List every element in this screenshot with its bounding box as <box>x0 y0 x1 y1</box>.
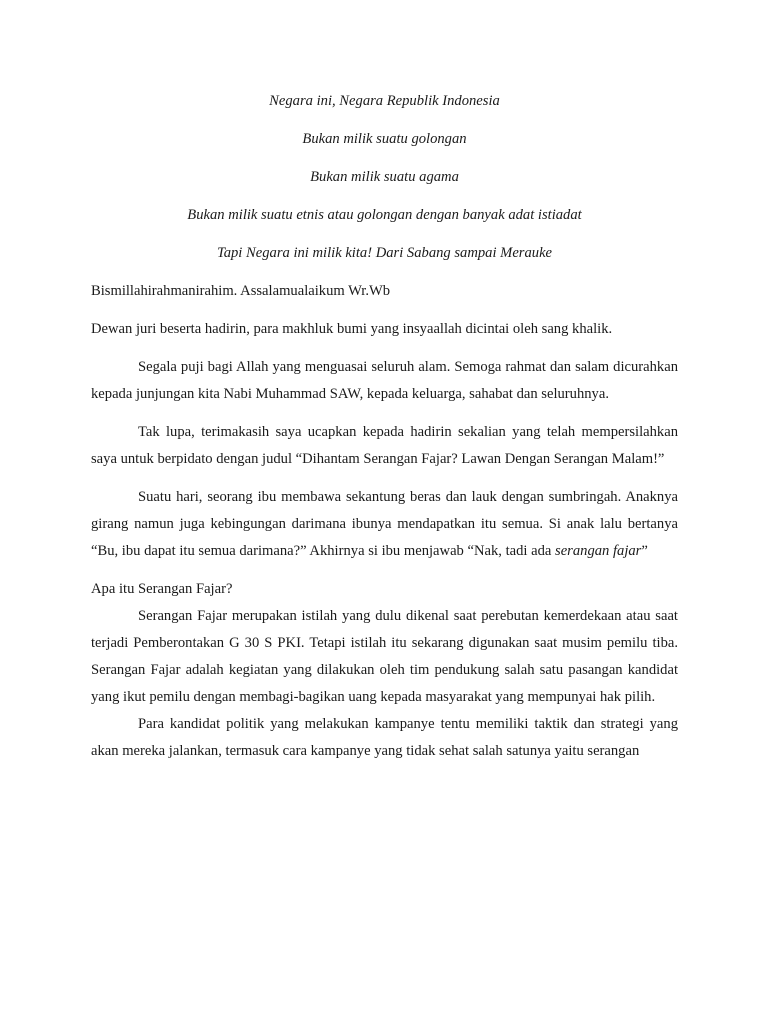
document-page <box>91 88 678 765</box>
poem-line-5: Tapi Negara ini milik kita! Dari Sabang sampai Merauke <box>216 245 553 261</box>
poem-line-2: Bukan milik suatu golongan <box>302 131 467 147</box>
poem-line-3: Bukan milik suatu agama <box>310 169 459 185</box>
paragraph-praise: Segala puji bagi Allah yang menguasai seluruh alam. Semoga rahmat dan salam dicurahkan kepada junjungan kita Nabi Muhammad SAW, kepada keluarga, sahabat dan seluruhnya. <box>91 359 678 402</box>
paragraph-story <box>91 484 678 565</box>
paragraph-thanks: Tak lupa, terimakasih saya ucapkan kepada hadirin sekalian yang telah mempersilahkan saya untuk berpidato dengan judul “Dihantam Serangan Fajar? Lawan Dengan Serangan Malam!” <box>91 424 678 467</box>
paragraph-story-end: ” <box>641 543 648 559</box>
paragraph-definition: Serangan Fajar merupakan istilah yang dulu dikenal saat perebutan kemerdekaan atau saat terjadi Pemberontakan G 30 S PKI. Tetapi istilah itu sekarang digunakan saat musim pemilu tiba. Serangan Fajar adalah kegiatan yang dilakukan oleh tim pendukung salah satu pasangan kandidat yang ikut pemilu dengan membagi-bagikan uang kepada masyarakat yang mempunyai hak pilih. <box>91 608 678 705</box>
paragraph-story-italic: serangan fajar <box>555 543 642 559</box>
address-line: Dewan juri beserta hadirin, para makhluk bumi yang insyaallah dicintai oleh sang khalik. <box>91 321 613 337</box>
poem-line-1: Negara ini, Negara Republik Indonesia <box>269 93 500 109</box>
poem-line-4: Bukan milik suatu etnis atau golongan dengan banyak adat istiadat <box>187 207 582 223</box>
section-heading: Apa itu Serangan Fajar? <box>91 581 233 597</box>
greeting: Bismillahirahmanirahim. Assalamualaikum Wr.Wb <box>91 283 391 299</box>
paragraph-strategy: Para kandidat politik yang melakukan kampanye tentu memiliki taktik dan strategi yang akan mereka jalankan, termasuk cara kampanye yang tidak sehat salah satunya yaitu serangan <box>91 716 678 759</box>
paragraph-story-text: Suatu hari, seorang ibu membawa sekantung beras dan lauk dengan sumbringah. Anaknya girang namun juga kebingungan darimana ibunya mendapatkan itu semua. Si anak lalu bertanya “Bu, ibu dapat itu semua darimana?” Akhirnya si ibu menjawab “Nak, tadi ada <box>91 489 678 559</box>
